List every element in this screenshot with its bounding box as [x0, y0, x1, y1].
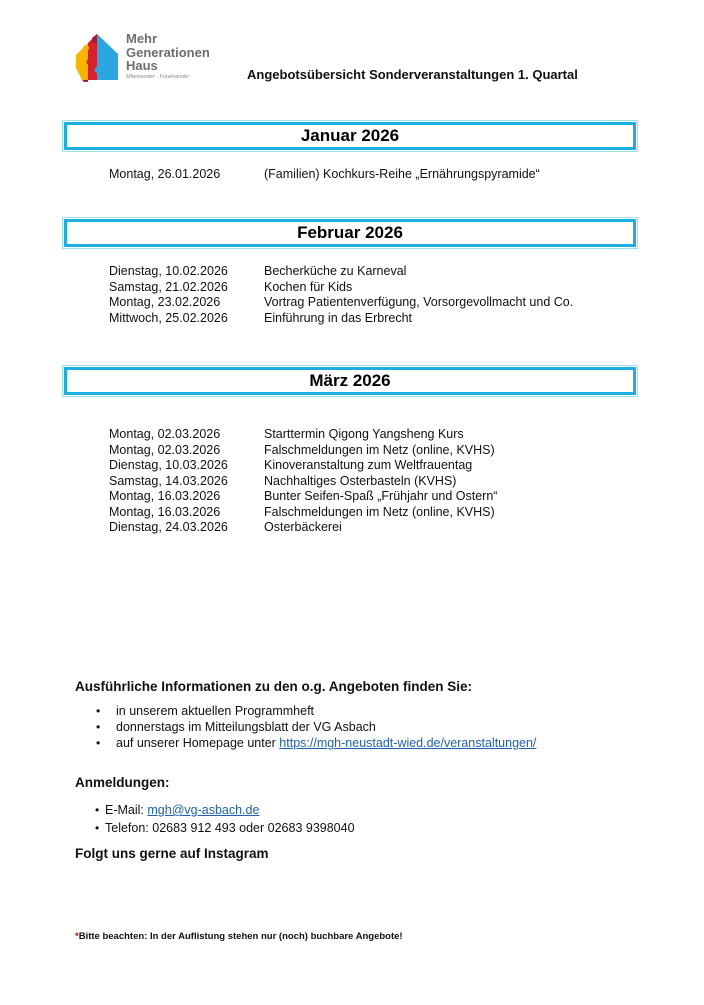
- month-title: März 2026: [64, 367, 636, 395]
- event-row: [109, 264, 573, 280]
- email-link[interactable]: mgh@vg-asbach.de: [147, 803, 260, 817]
- event-date: Dienstag, 10.03.2026: [109, 458, 228, 472]
- registration-section: [75, 775, 355, 861]
- homepage-link[interactable]: https://mgh-neustadt-wied.de/veranstaltungen/: [279, 736, 537, 750]
- list-item: [75, 703, 536, 719]
- event-row: [109, 427, 497, 443]
- document-title: Angebotsübersicht Sonderveranstaltungen 1. Quartal: [247, 67, 578, 82]
- event-name: Falschmeldungen im Netz (online, KVHS): [264, 504, 495, 519]
- event-date: Samstag, 21.02.2026: [109, 279, 228, 294]
- event-row: [109, 489, 497, 505]
- event-row: [109, 458, 497, 474]
- event-row: [109, 167, 540, 183]
- house-puzzle-icon: [74, 32, 120, 82]
- event-date: Montag, 23.02.2026: [109, 295, 221, 309]
- event-row: [109, 443, 497, 459]
- bullet-icon: •: [95, 803, 100, 817]
- email-label: E-Mail:: [105, 803, 148, 817]
- event-name: Starttermin Qigong Yangsheng Kurs: [264, 427, 464, 441]
- event-date: Mittwoch, 25.02.2026: [109, 310, 228, 325]
- event-row: [109, 295, 573, 311]
- event-date: Montag, 02.03.2026: [109, 442, 221, 457]
- info-list: [75, 703, 536, 751]
- month-title: Februar 2026: [64, 219, 636, 247]
- list-item-text: auf unserer Homepage unter: [116, 736, 280, 750]
- registration-heading: Anmeldungen:: [75, 775, 170, 790]
- month-header-january: [62, 120, 638, 152]
- event-date: Montag, 26.01.2026: [109, 167, 221, 181]
- month-title: Januar 2026: [64, 122, 636, 150]
- bullet-icon: •: [96, 720, 101, 734]
- month-header-february: [62, 217, 638, 249]
- event-name: Kinoveranstaltung zum Weltfrauentag: [264, 458, 473, 472]
- event-date: Dienstag, 24.03.2026: [109, 520, 228, 534]
- logo-line-3: Haus: [126, 58, 158, 73]
- asterisk: *: [75, 931, 79, 942]
- event-row: [109, 474, 497, 490]
- bullet-icon: •: [95, 821, 100, 835]
- mgh-logo: [74, 32, 214, 82]
- logo-line-1: Mehr: [126, 31, 158, 46]
- list-item: [75, 801, 355, 819]
- event-row: [109, 311, 573, 327]
- info-heading: Ausführliche Informationen zu den o.g. Angeboten finden Sie:: [75, 679, 472, 694]
- list-item: [75, 735, 536, 751]
- logo-tagline: Miteinander - Füreinander: [126, 74, 190, 80]
- event-row: [109, 520, 497, 536]
- event-date: Montag, 16.03.2026: [109, 489, 221, 503]
- footer-note: [75, 931, 403, 942]
- event-date: Dienstag, 10.02.2026: [109, 264, 228, 278]
- list-item: [75, 719, 536, 735]
- event-list-march: [109, 427, 497, 536]
- event-name: Bunter Seifen-Spaß „Frühjahr und Ostern“: [264, 489, 498, 503]
- event-name: Falschmeldungen im Netz (online, KVHS): [264, 442, 495, 457]
- phone-text: Telefon: 02683 912 493 oder 02683 9398040: [105, 821, 355, 835]
- event-row: [109, 280, 573, 296]
- event-name: Einführung in das Erbrecht: [264, 310, 413, 325]
- event-list-february: [109, 264, 573, 326]
- event-name: Vortrag Patientenverfügung, Vorsorgevollmacht und Co.: [264, 295, 574, 309]
- event-name: Nachhaltiges Osterbasteln (KVHS): [264, 473, 457, 488]
- event-name: Osterbäckerei: [264, 520, 342, 534]
- registration-list: [75, 801, 355, 837]
- info-section: [75, 679, 536, 751]
- event-date: Montag, 02.03.2026: [109, 427, 221, 441]
- event-name: (Familien) Kochkurs-Reihe „Ernährungspyramide“: [264, 167, 540, 181]
- event-date: Samstag, 14.03.2026: [109, 473, 228, 488]
- event-row: [109, 505, 497, 521]
- note-text: Bitte beachten: In der Auflistung stehen nur (noch) buchbare Angebote!: [78, 931, 403, 942]
- event-name: Becherküche zu Karneval: [264, 264, 407, 278]
- list-item-text: in unserem aktuellen Programmheft: [116, 704, 315, 718]
- event-name: Kochen für Kids: [264, 279, 353, 294]
- instagram-heading: Folgt uns gerne auf Instagram: [75, 846, 269, 861]
- logo-wordmark: [126, 32, 210, 73]
- month-header-march: [62, 365, 638, 397]
- bullet-icon: •: [96, 704, 101, 718]
- logo-line-2: Generationen: [126, 44, 210, 60]
- list-item: [75, 819, 355, 837]
- bullet-icon: •: [96, 736, 101, 750]
- event-list-january: [109, 167, 540, 183]
- list-item-text: donnerstags im Mitteilungsblatt der VG Asbach: [116, 720, 376, 734]
- event-date: Montag, 16.03.2026: [109, 504, 221, 519]
